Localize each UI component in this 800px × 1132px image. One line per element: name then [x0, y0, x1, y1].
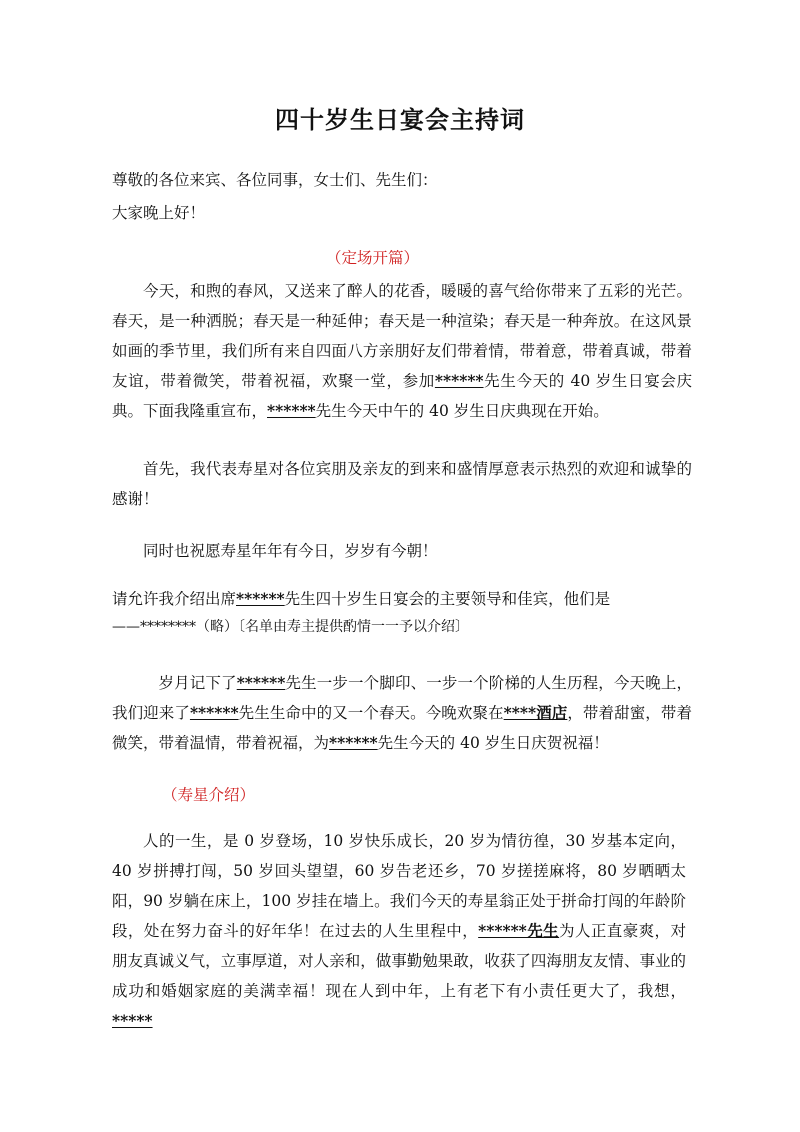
- paragraph-text: 先生一步一个脚印、一步一个阶梯的人生历程，今天晚上，我们迎来了: [112, 674, 692, 722]
- masked-name: ******: [434, 371, 484, 390]
- document-title: 四十岁生日宴会主持词: [275, 105, 525, 134]
- masked-name: ******: [329, 733, 378, 752]
- paragraph-text: 请允许我介绍出席: [112, 590, 237, 608]
- paragraph-text: 先生四十岁生日宴会的主要领导和佳宾，他们是: [284, 590, 611, 608]
- paragraph-text: ，带着甜蜜，带着微笑，带着温情，带着祝福，为: [112, 704, 692, 752]
- greeting-hello: 大家晚上好！: [112, 204, 206, 222]
- paragraph-journey: [112, 668, 692, 758]
- paragraph-text: 首先，我代表寿星对各位宾朋及亲友的到来和盛情厚意表示热烈的欢迎和诚挚的感谢！: [112, 460, 692, 508]
- paragraph-text: 先生今天的 40 岁生日庆贺祝福！: [377, 734, 609, 752]
- section-heading-opening: （定场开篇）: [326, 249, 420, 267]
- greeting-line: 尊敬的各位来宾、各位同事，女士们、先生们：: [112, 171, 438, 189]
- paragraph-introductions: [112, 584, 692, 640]
- paragraph-text: 人的一生，是 0 岁登场，10 岁快乐成长，20 岁为情彷徨，30 岁基本定向，40 岁拼搏打闯，50 岁回头望望，60 岁告老还乡，70 岁搓搓麻将，80 岁晒晒太阳，90 岁躺在床上，100 岁挂在墙上。我们今天的寿星翁正处于拼命打闯的年龄阶段，处在努力奋斗的好年华！在过去的人生里程中，: [112, 832, 686, 940]
- section-heading-introduction: （寿星介绍）: [162, 786, 256, 804]
- guest-list-note: ——********（略）〔名单由寿主提供酌情一一予以介绍〕: [112, 619, 469, 635]
- masked-name: ******: [236, 589, 285, 608]
- paragraph-text: 岁月记下了: [158, 674, 237, 692]
- masked-name: ******先生: [478, 921, 560, 940]
- paragraph-text: 先生生命中的又一个春天。今晚欢聚在: [238, 704, 504, 722]
- masked-name: *****: [112, 1011, 153, 1030]
- paragraph-text: 先生今天的 40 岁生日宴会庆典。下面我隆重宣布，: [112, 372, 692, 420]
- paragraph-welcome: [112, 454, 692, 514]
- paragraph-text: 为人正直豪爽，对朋友真诚义气，立事厚道，对人亲和，做事勤勉果敢，收获了四海朋友友情、事业的成功和婚姻家庭的美满幸福！现在人到中年，上有老下有小责任更大了，我想，: [112, 922, 686, 1000]
- paragraph-wishes: [112, 536, 692, 566]
- paragraph-opening: [112, 276, 692, 426]
- masked-name: ******: [236, 673, 286, 692]
- paragraph-biography: [112, 826, 686, 1036]
- paragraph-text: 先生今天中午的 40 岁生日庆典现在开始。: [315, 402, 609, 420]
- paragraph-text: 今天，和煦的春风，又送来了醉人的花香，暖暖的喜气给你带来了五彩的光芒。春天，是一种洒脱；春天是一种延伸；春天是一种渲染；春天是一种奔放。在这风景如画的季节里，我们所有来自四面八方亲朋好友们带着情，带着意，带着真诚，带着友谊，带着微笑，带着祝福，欢聚一堂，参加: [112, 282, 692, 390]
- paragraph-text: 同时也祝愿寿星年年有今日，岁岁有今朝！: [143, 542, 438, 560]
- masked-name: ******: [189, 703, 239, 722]
- masked-venue: ****酒店: [503, 703, 568, 722]
- masked-name: ******: [267, 401, 316, 420]
